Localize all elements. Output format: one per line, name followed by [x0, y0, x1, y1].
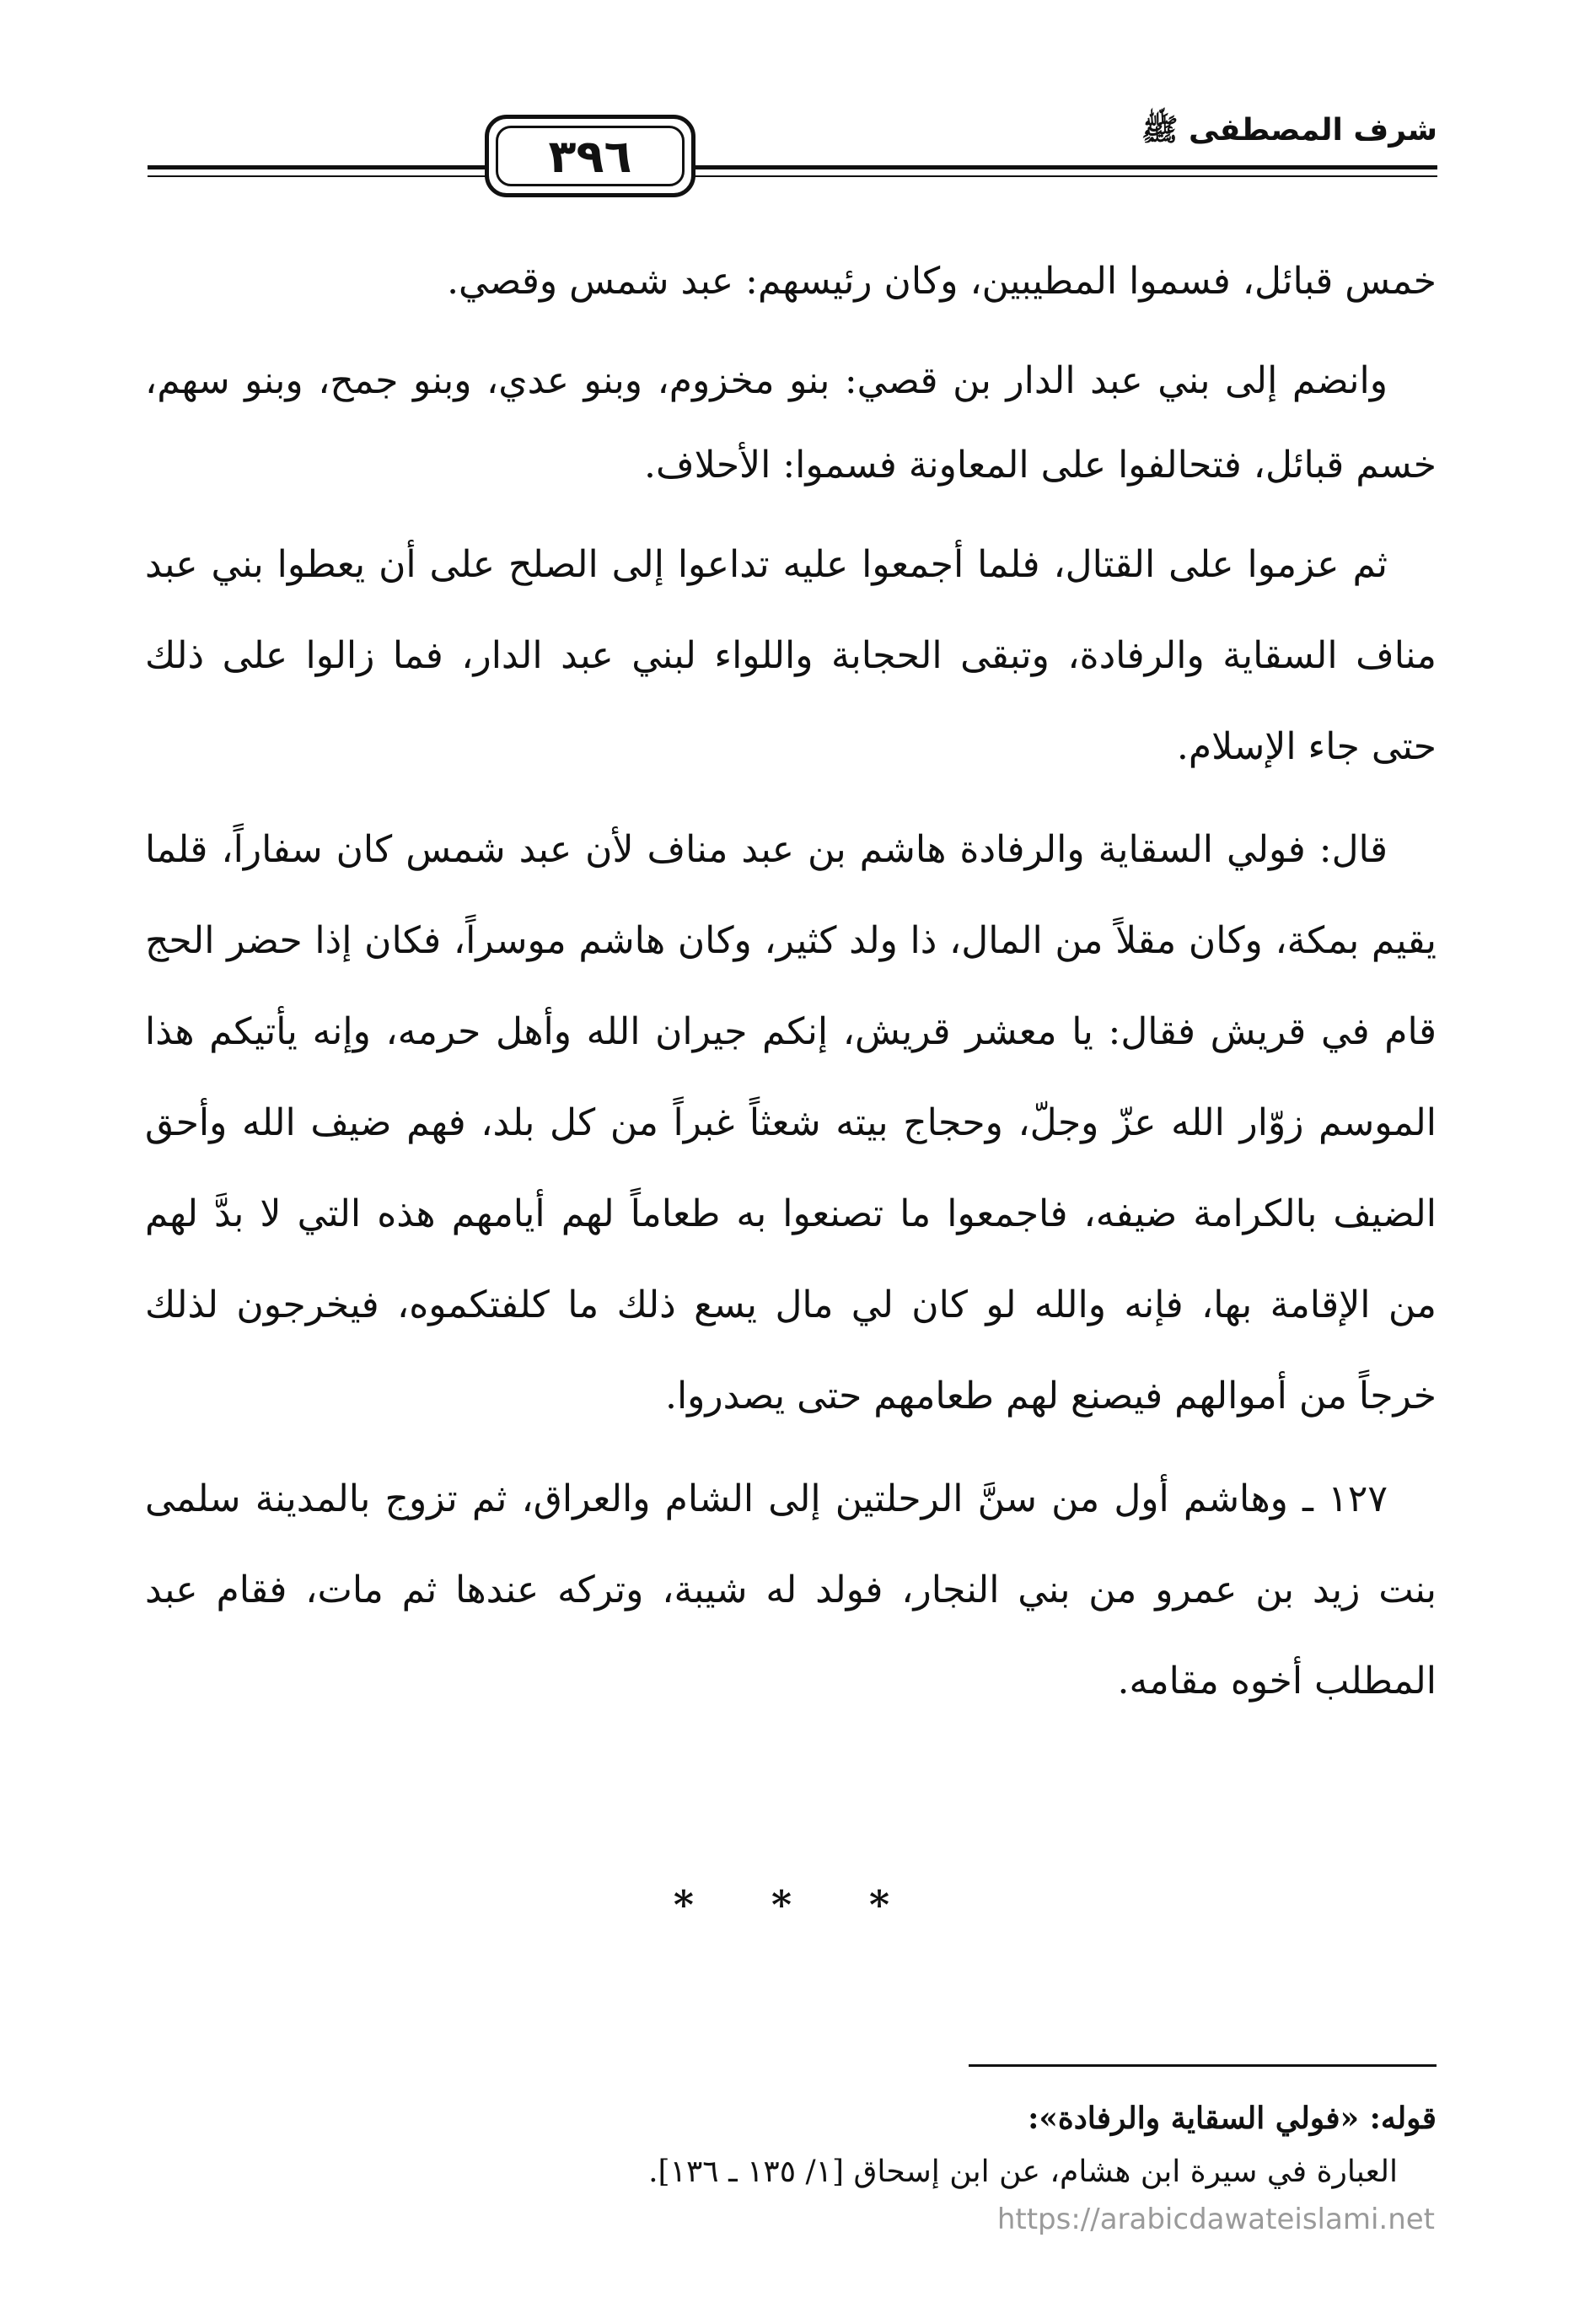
- paragraph-2: وانضم إلى بني عبد الدار بن قصي: بنو مخزوم، وبنو عدي، وبنو جمح، وبنو سهم، خسم قبائل، فتحالفوا على المعاونة فسموا: الأحلاف.: [145, 359, 1437, 487]
- main-text: [145, 236, 1437, 1739]
- footnote-rule: [969, 2064, 1437, 2067]
- paragraph-1: خمس قبائل، فسموا المطيبين، وكان رئيسهم: عبد شمس وقصي.: [447, 260, 1437, 303]
- header-rule-thin: [148, 175, 1437, 177]
- page-header: [148, 100, 1437, 192]
- header-rule-thick: [148, 165, 1437, 169]
- paragraph-3: ثم عزموا على القتال، فلما أجمعوا عليه تداعوا إلى الصلح على أن يعطوا بني عبد مناف السقاية والرفادة، وتبقى الحجابة واللواء لبني عبد الدار، فما زالوا على ذلك حتى جاء الإسلام.: [145, 543, 1437, 768]
- paragraph-5: ١٢٧ ـ وهاشم أول من سنَّ الرحلتين إلى الشام والعراق، ثم تزوج بالمدينة سلمى بنت زيد بن عمرو من بني النجار، فولد له شيبة، وتركه عندها ثم مات، فقام عبد المطلب أخوه مقامه.: [145, 1477, 1437, 1703]
- running-title: شرف المصطفى ﷺ: [1141, 113, 1437, 148]
- footnote-text: العبارة في سيرة ابن هشام، عن ابن إسحاق [١/ ١٣٥ ـ ١٣٦].: [648, 2155, 1398, 2189]
- watermark-url: https://arabicdawateislami.net: [996, 2203, 1435, 2236]
- section-separator: * * *: [673, 1882, 922, 1928]
- page-number-frame: [485, 115, 695, 197]
- paragraph-4: قال: فولي السقاية والرفادة هاشم بن عبد مناف لأن عبد شمس كان سفاراً، قلما يقيم بمكة، وكان مقلاً من المال، ذا ولد كثير، وكان هاشم موسراً، فكان إذا حضر الحج قام في قريش فقال: يا معشر قريش، إنكم جيران الله وأهل حرمه، وإنه يأتيكم هذا الموسم زوّار الله عزّ وجلّ، وحجاج بيته شعثاً غبراً من كل بلد، فهم ضيف الله وأحق الضيف بالكرامة ضيفه، فاجمعوا ما تصنعوا به طعاماً لهم أيامهم هذه التي لا بدَّ لهم من الإقامة بها، فإنه والله لو كان لي مال يسع ذلك ما كلفتكموه، فيخرجون لذلك خرجاً من أموالهم فيصنع لهم طعامهم حتى يصدروا.: [145, 828, 1437, 1418]
- footnote-heading: قوله: «فولي السقاية والرفادة»:: [1028, 2101, 1437, 2136]
- page-number: ٣٩٦: [548, 129, 632, 183]
- footnotes: [172, 2091, 1437, 2199]
